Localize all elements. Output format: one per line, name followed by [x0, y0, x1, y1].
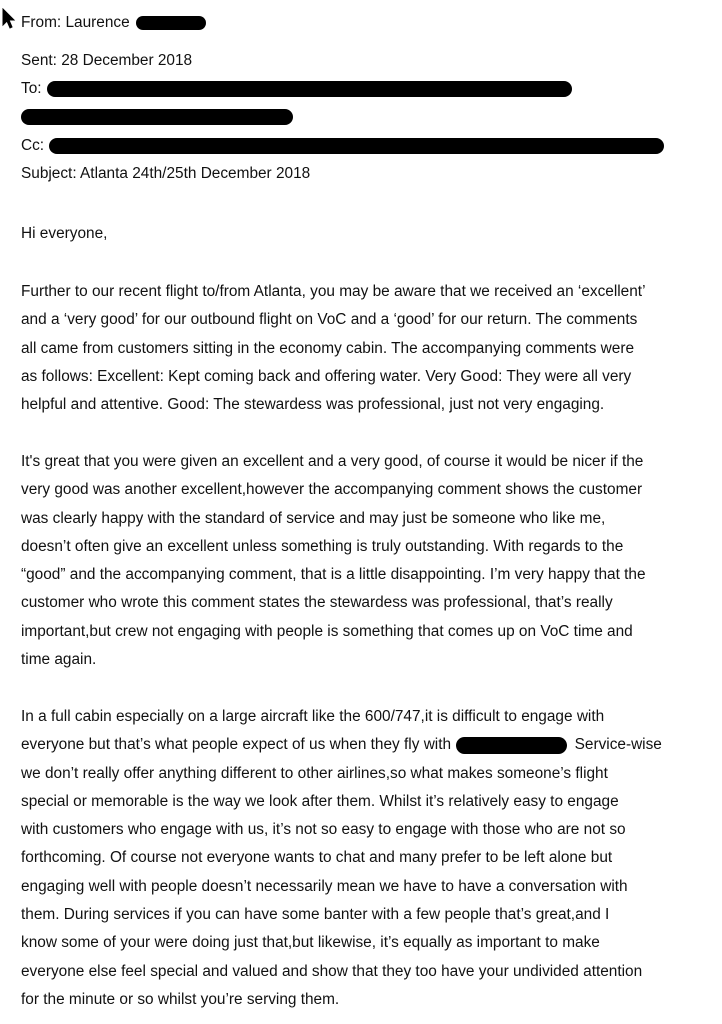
paragraph-line: doesn’t often give an excellent unless something is truly outstanding. With regards to the [21, 537, 624, 555]
to-line-continued [21, 106, 293, 128]
paragraph-line: helpful and attentive. Good: The stewardess was professional, just not very engaging. [21, 396, 605, 414]
sent-line: Sent: 28 December 2018 [21, 52, 193, 69]
paragraph-line: important,but crew not engaging with people is something that comes up on VoC time and [21, 622, 633, 640]
paragraph-line: engaging well with people doesn’t necessarily mean we have to have a conversation with [21, 877, 628, 895]
from-line [21, 12, 206, 34]
paragraph-line: as follows: Excellent: Kept coming back and offering water. Very Good: They were all very [21, 367, 632, 385]
paragraph-line-part: everyone but that’s what people expect of us when they fly with [21, 736, 452, 754]
to-line [21, 78, 572, 100]
redacted-surname [136, 16, 206, 30]
paragraph-line: time again. [21, 651, 97, 669]
paragraph-line: for the minute or so whilst you’re serving them. [21, 990, 340, 1008]
paragraph-line: them. During services if you can have some banter with a few people that’s great,and I [21, 906, 610, 924]
paragraph-line: was clearly happy with the standard of service and may just be someone who like me, [21, 509, 606, 527]
paragraph-line: It's great that you were given an excellent and a very good, of course it would be nicer if the [21, 453, 644, 470]
paragraph-line: with customers who engage with us, it’s not so easy to engage with those who are not so [21, 821, 626, 839]
paragraph-line: In a full cabin especially on a large aircraft like the 600/747,it is difficult to engage with [21, 708, 605, 725]
paragraph-line: special or memorable is the way we look after them. Whilst it’s relatively easy to engage [21, 792, 619, 810]
to-label: To: [21, 80, 42, 97]
paragraph-line: everyone else feel special and valued and show that they too have your undivided attention [21, 962, 643, 980]
greeting: Hi everyone, [21, 225, 108, 242]
redacted-cc [49, 138, 664, 154]
redacted-airline-name [456, 737, 567, 754]
from-label: From: Laurence [21, 14, 130, 31]
redacted-recipients-continued [21, 109, 293, 125]
paragraph-line: all came from customers sitting in the economy cabin. The accompanying comments were [21, 339, 635, 357]
paragraph-line: we don’t really offer anything different to other airlines,so what makes someone’s flight [21, 764, 608, 782]
paragraph-line: Further to our recent flight to/from Atlanta, you may be aware that we received an ‘excellent’ [21, 283, 646, 300]
subject-line: Subject: Atlanta 24th/25th December 2018 [21, 165, 311, 182]
paragraph-line: customer who wrote this comment states the stewardess was professional, that’s really [21, 594, 613, 612]
paragraph-3 [21, 703, 716, 1014]
mouse-cursor-icon [2, 8, 16, 30]
redacted-recipients [47, 81, 572, 97]
paragraph-1 [21, 278, 716, 419]
cc-label: Cc: [21, 137, 45, 154]
paragraph-line: know some of your were doing just that,but likewise, it’s equally as important to make [21, 934, 600, 952]
paragraph-line: forthcoming. Of course not everyone wants to chat and many prefer to be left alone but [21, 849, 613, 867]
paragraph-line-with-redaction [21, 731, 716, 759]
paragraph-line: “good” and the accompanying comment, that is a little disappointing. I’m very happy that the [21, 566, 646, 584]
cc-line [21, 135, 664, 157]
paragraph-line: very good was another excellent,however the accompanying comment shows the customer [21, 481, 643, 499]
paragraph-2 [21, 448, 716, 674]
paragraph-line-part: Service-wise [574, 736, 662, 754]
paragraph-line: and a ‘very good’ for our outbound flight on VoC and a ‘good’ for our return. The comments [21, 311, 638, 329]
